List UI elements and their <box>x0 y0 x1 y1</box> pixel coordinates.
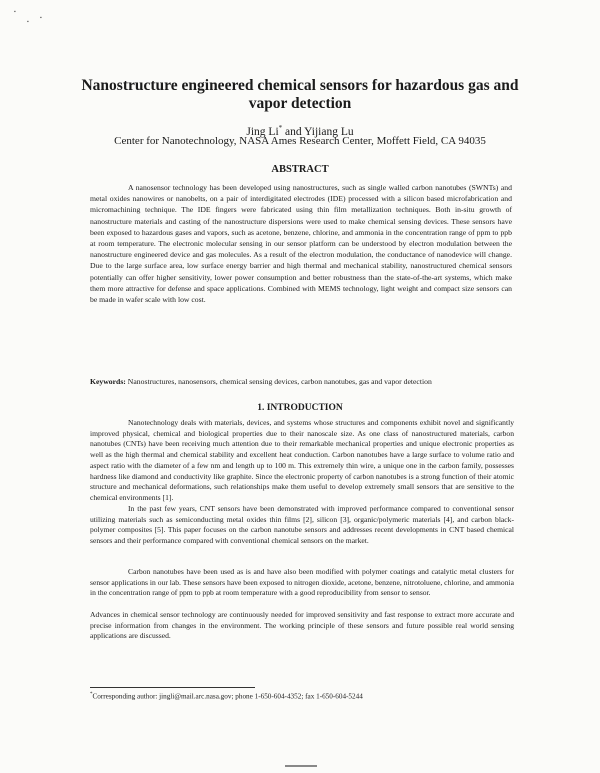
intro-paragraph-2: In the past few years, CNT sensors have been demonstrated with improved performance compared to conventional sensor utilizing materials such as semiconducting metal oxides thin films [2], silicon [3], organic/polymeric materials [4], and carbon black-polymer composites [5]. This paper focuses on the carbon nanotube sensors and addresses recent developments in CNT based chemical sensors and their performance compared with conventional chemical sensors on the market. <box>90 504 514 546</box>
first-author: Jing Li <box>246 125 279 138</box>
intro-paragraph-4: Advances in chemical sensor technology are continuously needed for improved sensitivity and fast response to extract more accurate and precise information from changes in the environment. The working principle of these sensors and future possible real world sensing applications are discussed. <box>90 610 514 641</box>
abstract-heading: ABSTRACT <box>271 164 329 175</box>
keywords <box>90 376 510 387</box>
footnote-marker: * <box>90 692 93 697</box>
paper-title: Nanostructure engineered chemical sensors for hazardous gas and vapor detection <box>81 77 519 112</box>
keywords-text: Nanostructures, nanosensors, chemical sensing devices, carbon nanotubes, gas and vapor detection <box>125 377 432 386</box>
scan-speck: ▪ <box>14 10 16 15</box>
footnote-text: Corresponding author: jingli@mail.arc.nasa.gov; phone 1-650-604-4352; fax 1-650-604-5244 <box>92 692 363 701</box>
co-author: and Yijiang Lu <box>282 125 354 138</box>
intro-paragraph-3: Carbon nanotubes have been used as is and have also been modified with polymer coatings and catalytic metal clusters for sensor applications in our lab. These sensors have been exposed to nitrogen dioxide, acetone, benzene, nitrotoluene, chlorine, and ammonia in the concentration range of ppm to ppb at room temperature with a good reproducibility from sensor to sensor. <box>90 567 514 598</box>
scan-speck: ▪ <box>40 16 42 21</box>
footnote <box>90 690 530 701</box>
scan-speck: ▪ <box>27 20 29 25</box>
affiliation: Center for Nanotechnology, NASA Ames Research Center, Moffett Field, CA 94035 <box>114 135 486 147</box>
keywords-label: Keywords: <box>90 377 126 386</box>
corresponding-marker: * <box>278 124 283 132</box>
abstract-text: A nanosensor technology has been developed using nanostructures, such as single walled carbon nanotubes (SWNTs) and metal oxides nanowires or nanobelts, on a pair of interdigitated electrodes (IDE) processed with a silicon based microfabrication and micromachining technique. The IDE fingers were fabricated using thin film metallization techniques. Both in-situ growth of nanostructure materials and casting of the nanostructure dispersions were used to make chemical sensing devices. These sensors have been exposed to hazardous gases and vapors, such as acetone, benzene, chlorine, and ammonia in the concentration range of ppm to ppb at room temperature. The electronic molecular sensing in our sensor platform can be understood by electron modulation between the nanostructure engineered device and gas molecules. As a result of the electron modulation, the conductance of nanodevice will change. Due to the large surface area, low surface energy barrier and high thermal and mechanical stability, nanostructured chemical sensors potentially can offer higher sensitivity, lower power consumption and better robustness than the state-of-the-art systems, which make them more attractive for defense and space applications. Combined with MEMS technology, light weight and compact size sensors can be made in wafer scale with low cost. <box>90 183 512 305</box>
section-heading-introduction: 1. INTRODUCTION <box>257 403 343 413</box>
intro-paragraph-1: Nanotechnology deals with materials, devices, and systems whose structures and components exhibit novel and significantly improved physical, chemical and biological properties due to their nanoscale size. As one class of nanostructured materials, carbon nanotubes (CNTs) have been receiving much attention due to their remarkable mechanical properties and unique electronic properties as well as the high thermal and chemical stability and excellent heat conduction. Carbon nanotubes have a large surface to volume ratio and aspect ratio with the diameter of a few nm and length up to 100 m. This extremely thin wire, a unique one in the carbon family, possesses hardness like diamond and conductivity like graphite. Since the electronic property of carbon nanotubes is a strong function of their atomic structure and mechanical deformations, such relationships make them useful to develop extremely small sensors that are sensitive to the chemical environments [1]. <box>90 418 514 502</box>
footnote-rule <box>90 687 255 688</box>
scan-edge-mark <box>285 765 317 767</box>
